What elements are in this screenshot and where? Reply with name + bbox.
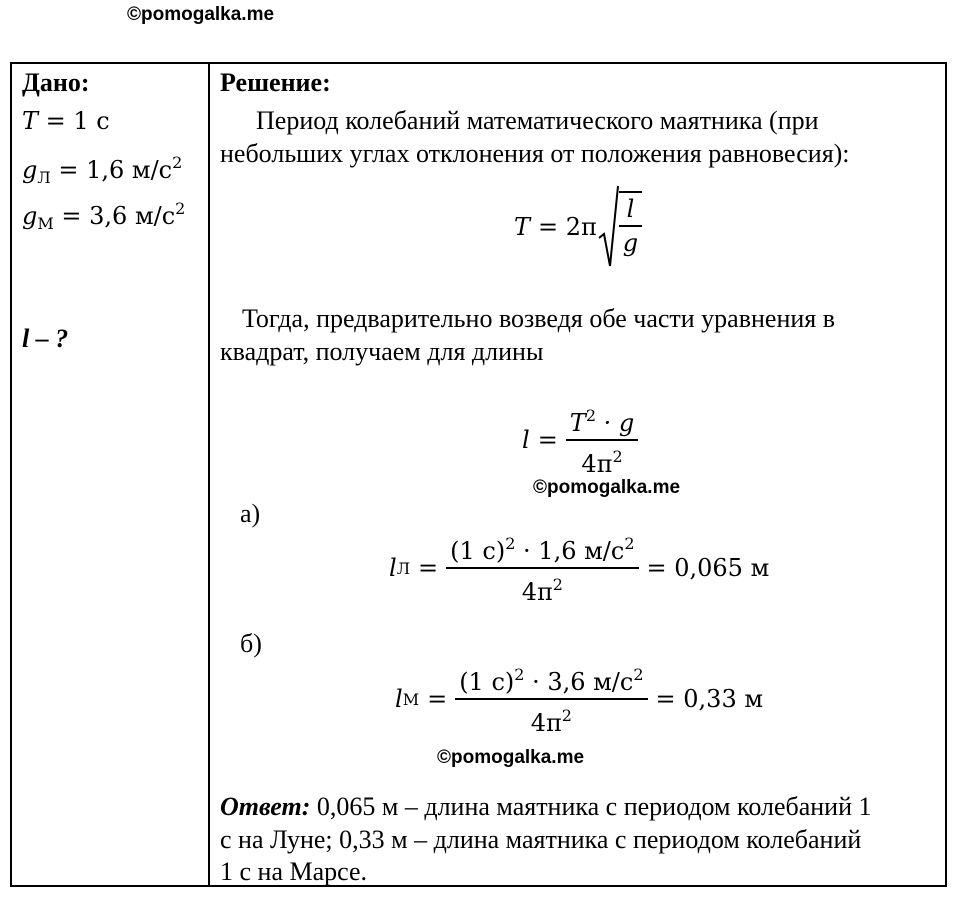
solution-header: Решение: <box>220 68 331 97</box>
case-b-label: б) <box>240 629 262 658</box>
case-a-label: а) <box>240 499 261 528</box>
formula-mars: l М = $\frac{(1 с)^2 \cdot 3,6 м/с^2}{4\pi^2}$ = 0,33 м <box>395 659 763 739</box>
para1-line2: небольших углах отклонения от положения равновесия): <box>220 139 850 168</box>
given-g-mars: $g_М = 3,6$ $м/с^2$ <box>22 199 186 233</box>
formula-period: T = 2π $\frac{l}{g}$ <box>514 182 642 272</box>
find-quantity: l – ? <box>22 324 69 353</box>
answer-label: Ответ: <box>220 792 311 821</box>
para1-line1: Период колебаний математического маятника (при <box>256 106 819 135</box>
formula-length: l = $\frac{T^2 \cdot g}{4\pi^2}$ <box>522 400 638 480</box>
watermark-bottom: ©pomogalka.me <box>437 747 585 768</box>
watermark-top: ©pomogalka.me <box>127 4 275 25</box>
given-g-moon: $g_Л = 1,6$ $м/с^2$ <box>22 153 183 187</box>
sqrt-sign <box>597 184 619 270</box>
para2-line1: Тогда, предварительно возведя обе части уравнения в <box>242 304 836 333</box>
answer-line2: с на Луне; 0,33 м – длина маятника с периодом колебаний <box>220 825 862 854</box>
column-divider <box>208 62 210 887</box>
given-period: T = 1 с <box>22 107 110 135</box>
answer-line3: 1 с на Марсе. <box>220 857 368 886</box>
watermark-middle: ©pomogalka.me <box>533 477 681 498</box>
given-header: Дано: <box>22 68 90 97</box>
formula-moon: l Л = $\frac{(1 с)^2 \cdot 1,6 м/с^2}{4\pi^2}$ = 0,065 м <box>389 528 769 608</box>
answer-line1: Ответ: 0,065 м – длина маятника с периодом колебаний 1 <box>220 792 872 821</box>
para2-line2: квадрат, получаем для длины <box>220 337 544 366</box>
